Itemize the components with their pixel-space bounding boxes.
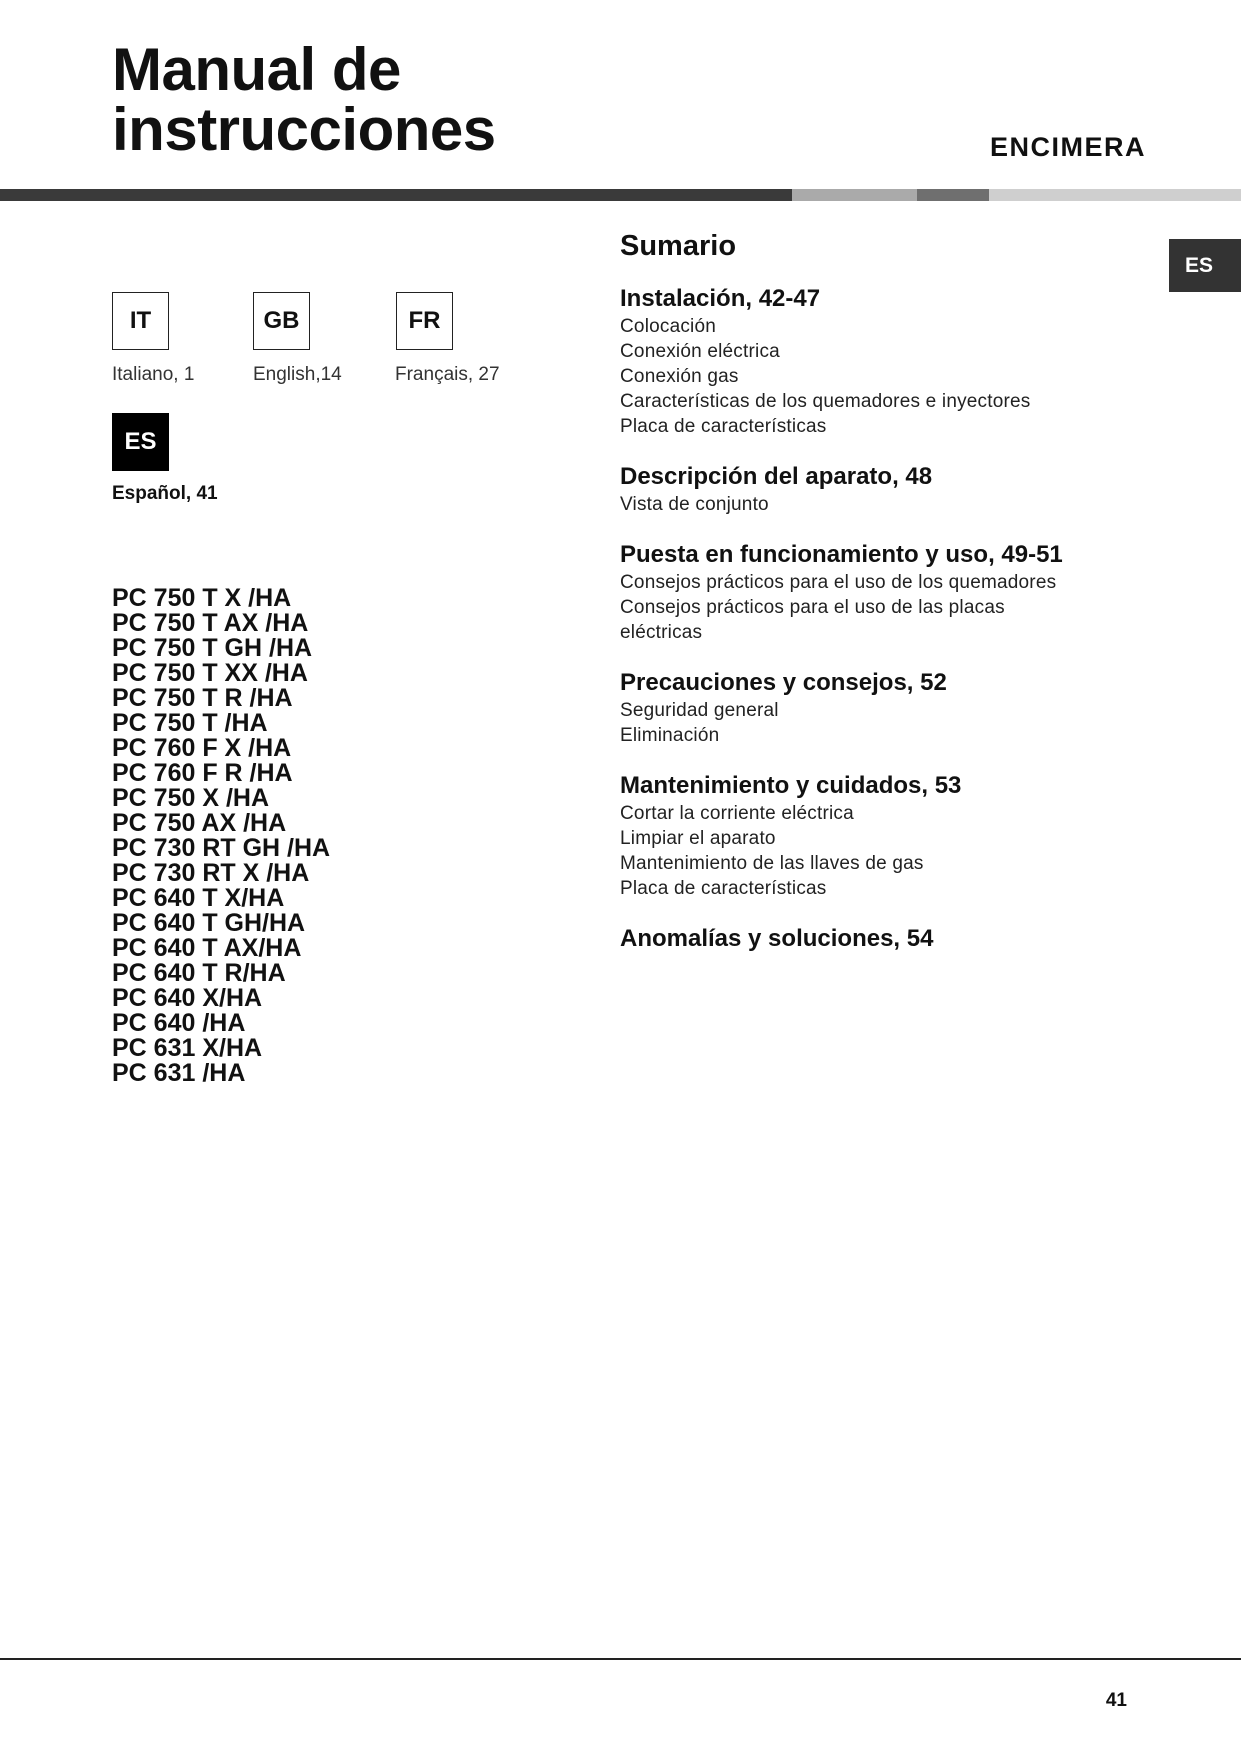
document-title <box>112 36 496 163</box>
model-item: PC 750 X /HA <box>112 784 270 812</box>
language-box-gb[interactable]: GB <box>253 292 310 350</box>
model-item: PC 750 T /HA <box>112 709 268 737</box>
model-item: PC 640 T AX/HA <box>112 934 302 962</box>
model-item: PC 750 T XX /HA <box>112 659 308 687</box>
toc-item[interactable]: Seguridad general <box>620 700 779 721</box>
toc-item[interactable]: eléctricas <box>620 622 703 643</box>
language-box-it[interactable]: IT <box>112 292 169 350</box>
header-bar-segment-2 <box>792 189 917 201</box>
toc-item[interactable]: Conexión gas <box>620 366 739 387</box>
language-side-tab: ES <box>1169 239 1241 292</box>
toc-item[interactable]: Limpiar el aparato <box>620 828 776 849</box>
language-caption-gb: English,14 <box>253 364 342 385</box>
toc-section-descripcion <box>620 462 1100 517</box>
model-item: PC 760 F X /HA <box>112 734 292 762</box>
title-line-2: instrucciones <box>112 96 496 163</box>
toc-section-instalacion <box>620 284 1100 439</box>
model-item: PC 750 T AX /HA <box>112 609 309 637</box>
toc-section-puesta-en-funcionamiento <box>620 540 1100 645</box>
product-category: ENCIMERA <box>989 132 1146 162</box>
language-caption-es: Español, 41 <box>112 483 218 504</box>
language-caption-fr: Français, 27 <box>395 364 500 385</box>
model-item: PC 640 T X/HA <box>112 884 285 912</box>
toc-item[interactable]: Consejos prácticos para el uso de las placas <box>620 597 1005 618</box>
title-line-1: Manual de <box>112 36 401 103</box>
model-item: PC 750 T X /HA <box>112 584 292 612</box>
model-item: PC 730 RT X /HA <box>112 859 310 887</box>
model-item: PC 631 /HA <box>112 1059 246 1087</box>
toc-section-title[interactable]: Mantenimiento y cuidados, 53 <box>620 772 962 799</box>
toc-item[interactable]: Cortar la corriente eléctrica <box>620 803 854 824</box>
toc-item[interactable]: Eliminación <box>620 725 720 746</box>
toc-item[interactable]: Conexión eléctrica <box>620 341 780 362</box>
model-item: PC 730 RT GH /HA <box>112 834 331 862</box>
toc-section-title[interactable]: Descripción del aparato, 48 <box>620 463 933 490</box>
toc-section-title[interactable]: Puesta en funcionamiento y uso, 49-51 <box>620 541 1063 568</box>
model-item: PC 760 F R /HA <box>112 759 293 787</box>
toc-section-title[interactable]: Precauciones y consejos, 52 <box>620 669 947 696</box>
toc-item[interactable]: Vista de conjunto <box>620 494 769 515</box>
model-item: PC 750 T R /HA <box>112 684 293 712</box>
model-item: PC 750 AX /HA <box>112 809 287 837</box>
model-item: PC 750 T GH /HA <box>112 634 313 662</box>
toc-item[interactable]: Colocación <box>620 316 716 337</box>
footer-divider <box>0 1658 1241 1660</box>
toc-section-mantenimiento <box>620 771 1100 901</box>
language-box-es[interactable]: ES <box>112 413 169 471</box>
model-item: PC 640 X/HA <box>112 984 263 1012</box>
toc-item[interactable]: Placa de características <box>620 416 827 437</box>
toc-heading: Sumario <box>620 230 737 262</box>
header-bar-segment-1 <box>0 189 792 201</box>
table-of-contents <box>620 226 1100 977</box>
toc-item[interactable]: Mantenimiento de las llaves de gas <box>620 853 924 874</box>
toc-section-title[interactable]: Anomalías y soluciones, 54 <box>620 925 934 952</box>
model-item: PC 640 T R/HA <box>112 959 286 987</box>
model-item: PC 640 T GH/HA <box>112 909 306 937</box>
language-box-fr[interactable]: FR <box>396 292 453 350</box>
toc-item[interactable]: Consejos prácticos para el uso de los quemadores <box>620 572 1057 593</box>
toc-section-precauciones <box>620 668 1100 748</box>
toc-section-anomalias <box>620 924 1100 954</box>
header-bar-segment-3 <box>917 189 989 201</box>
model-item: PC 631 X/HA <box>112 1034 263 1062</box>
language-caption-it: Italiano, 1 <box>112 364 195 385</box>
model-item: PC 640 /HA <box>112 1009 246 1037</box>
toc-item[interactable]: Placa de características <box>620 878 827 899</box>
toc-section-title[interactable]: Instalación, 42-47 <box>620 285 821 312</box>
model-list <box>112 586 330 1086</box>
toc-item[interactable]: Características de los quemadores e inyectores <box>620 391 1031 412</box>
header-bar-segment-4 <box>989 189 1241 201</box>
page-number: 41 <box>1105 1690 1127 1711</box>
